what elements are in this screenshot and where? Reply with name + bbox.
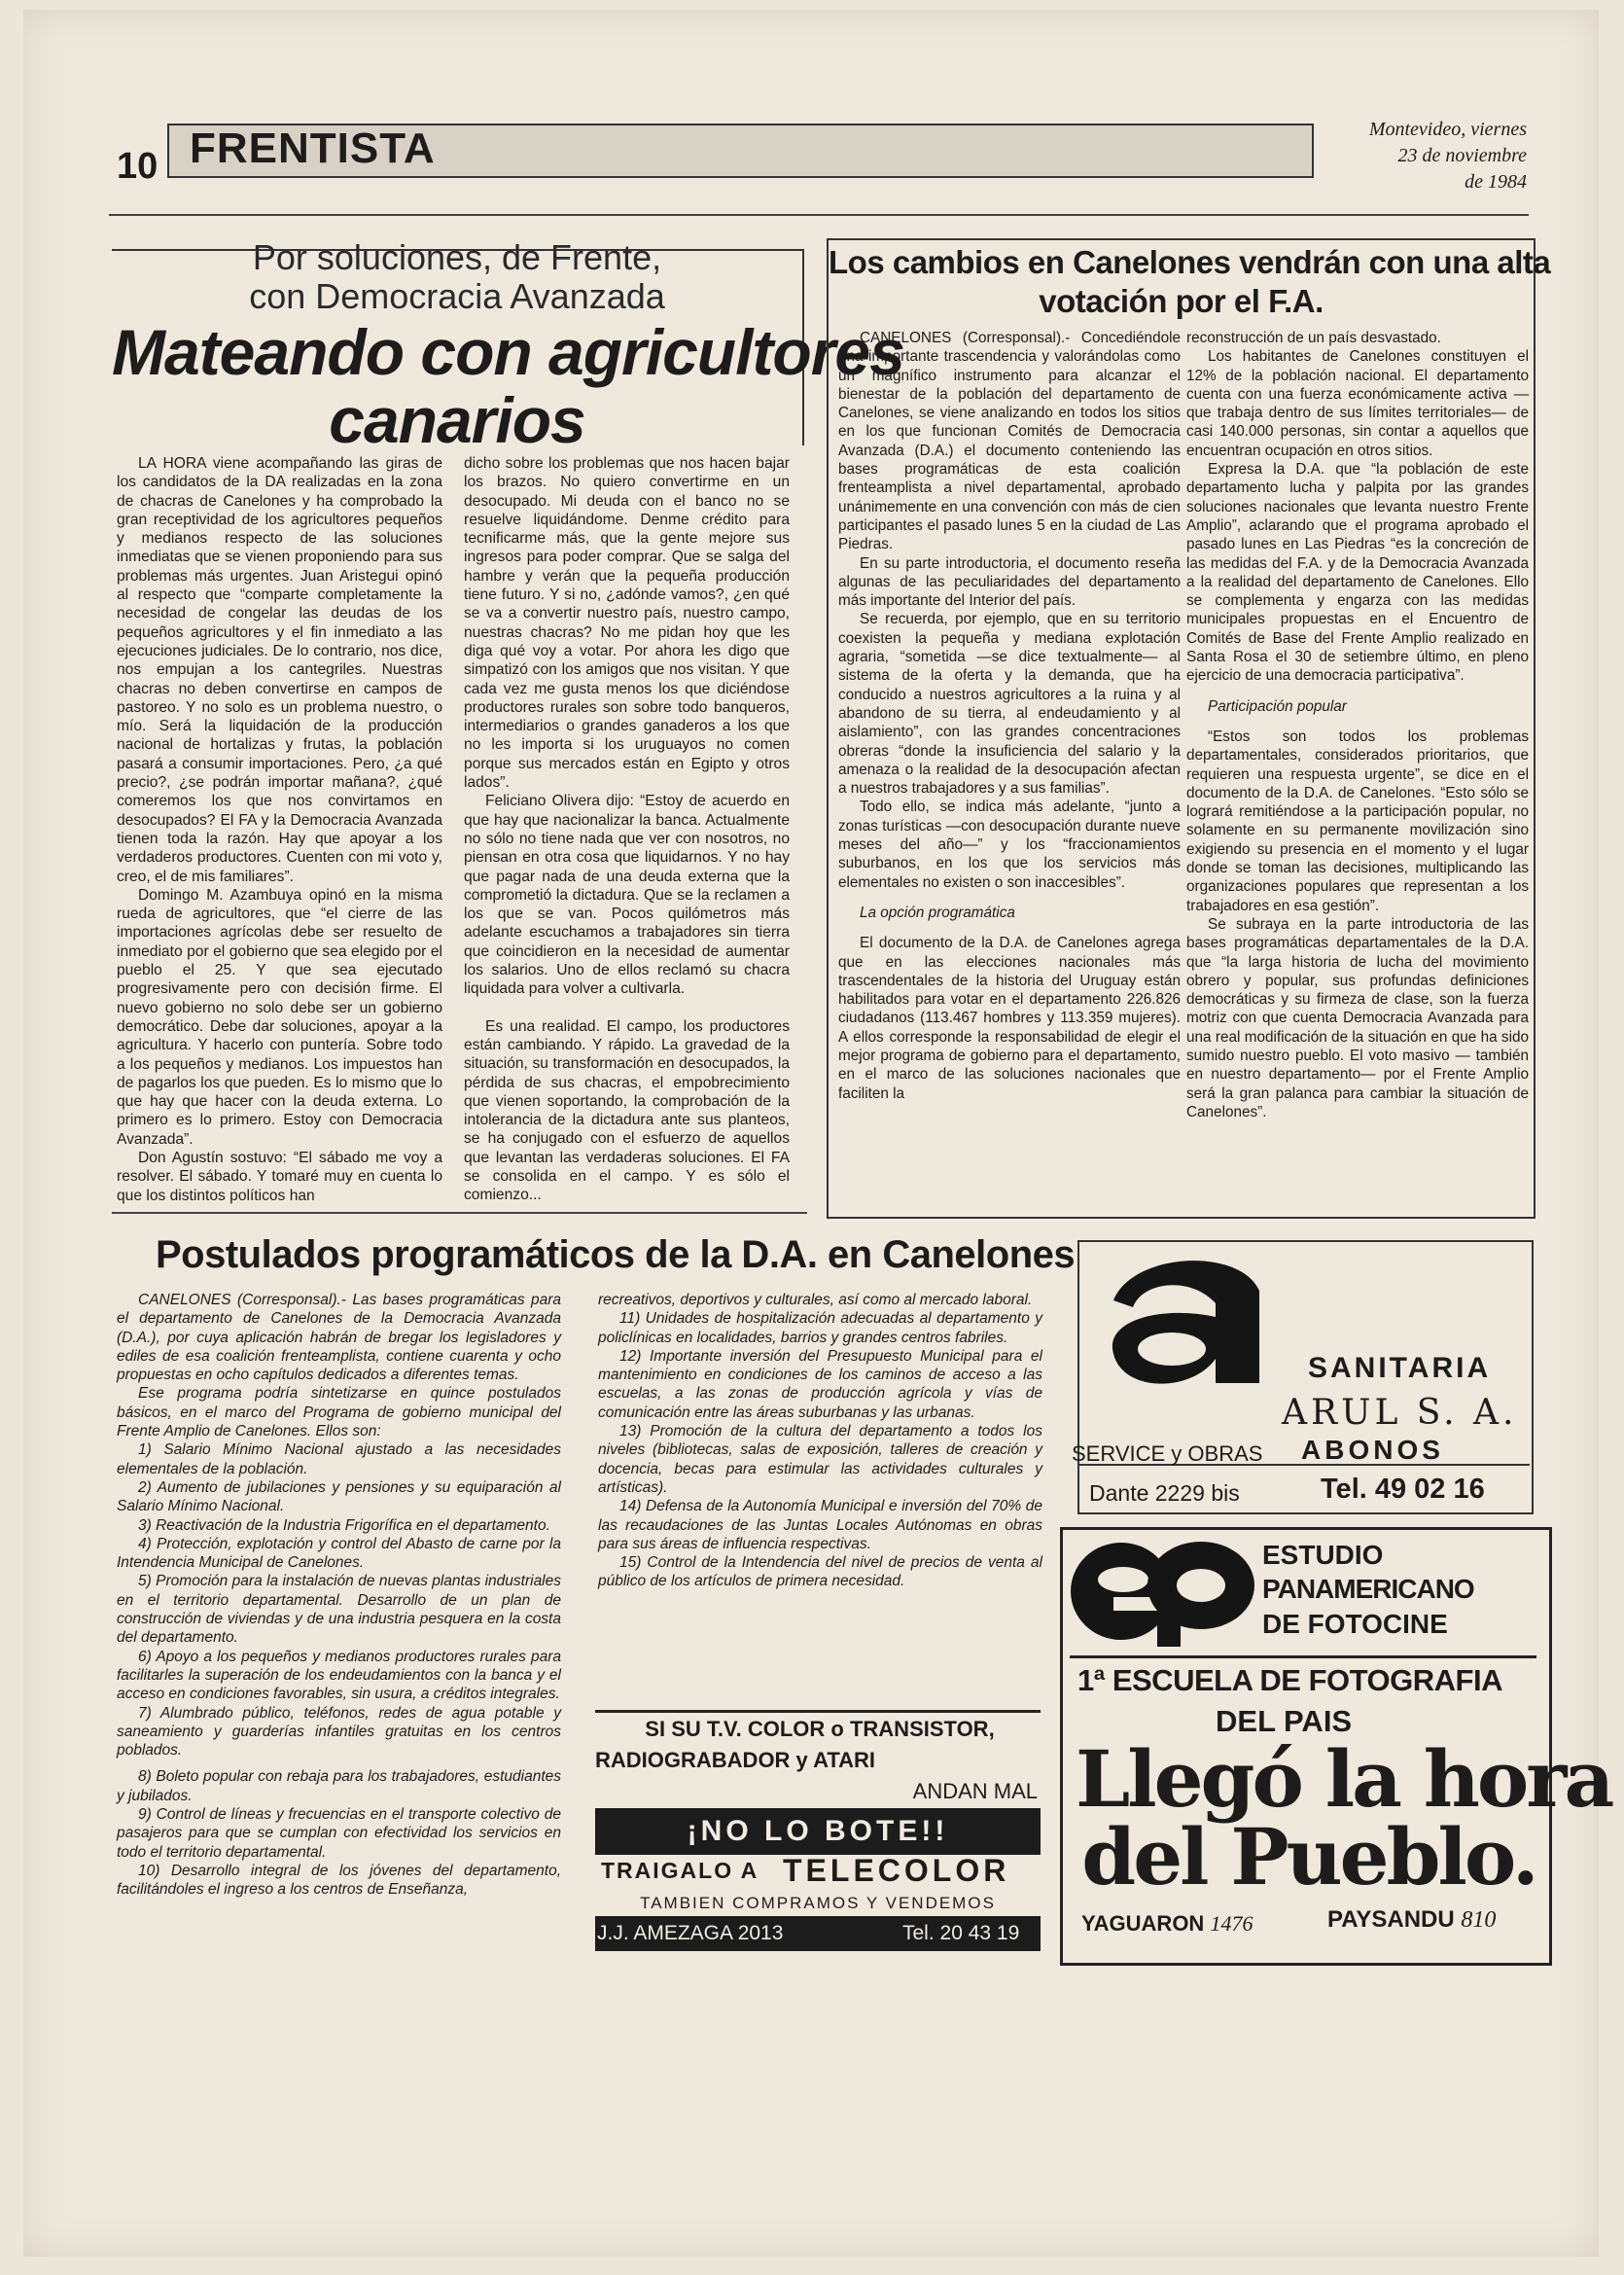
paragraph: LA HORA viene acompañando las giras de los candidatos de la DA realizadas en la zona de chacras de Canelones y ha comprobado la gran receptividad de los agricultores pequeños y medianos respecto de las soluciones inmediatas que se vienen proponiendo para sus problemas más urgentes. Juan Aristegui opinó al respecto que “comparte completamente la necesidad de congelar las deudas de los pequeños agricultores y el fin inmediato a las ejecuciones judiciales. De lo contrario, nos dice, nos empujan a los cantegriles. Nuestras chacras no deben convertirse en campos de pastoreo. Y no solo es un problema nuestro, o mío. Será la liquidación de la producción nacional de hortalizas y frutas, la población pasará a consumir importaciones. Pero, ¿a qué precio?, ¿se podrán importar mañana?, ¿qué comeremos los que nos convirtamos en desocupados? El FA y la Democracia Avanzada tienen toda la razón. Hay que apoyar a los verdaderos productores. Cuenten con mi voto y, creo, el de mis familiares”. [117,455,442,885]
article1-rule [112,1212,807,1214]
list-item: 7) Alumbrado público, teléfonos, redes de agua potable y saneamiento y guarderías infantiles gratuitas en los centros poblados. [117,1704,561,1760]
list-item: 6) Apoyo a los pequeños y medianos productores rurales para facilitarles la superación de los endeudamientos con la banca y el acceso en condiciones favorables, sin usura, a créditos integrales. [117,1648,561,1703]
sanitaria-logo-icon [1094,1247,1289,1393]
telecolor-line: TRAIGALO A [601,1858,759,1883]
paragraph: Los habitantes de Canelones constituyen el 12% de la población nacional. El departamento cuenta con una fuerza económicamente activa —que trabaja dentro de sus límites territoriales— de casi 140.000 personas, sin contar a aquellos que encuentran ocupación en otros sitios. [1186,348,1529,459]
estudio-address [1081,1911,1253,1937]
sanitaria-abonos: ABONOS [1301,1435,1444,1465]
estudio-line: ESTUDIO [1262,1540,1384,1570]
article3-column-2 [598,1291,1042,1591]
article1-column-1 [117,454,442,1205]
estudio-logo-icon [1065,1535,1259,1647]
list-item: 3) Reactivación de la Industria Frigorífica en el departamento. [138,1516,550,1534]
paragraph: Todo ello, se indica más adelante, “junto a zonas turísticas —con desocupación durante nueve meses del año—” y los “fraccionamientos suburbanos, en los que los servicios más elementales no existen o son inaccesibles”. [838,799,1181,891]
telecolor-footer [595,1916,1041,1951]
list-item: 2) Aumento de jubilaciones y pensiones y su equiparación al Salario Mínimo Nacional. [117,1478,561,1515]
estudio-slogan: del Pueblo. [1081,1811,1536,1902]
header-rule [109,214,1529,216]
list-item: 4) Protección, explotación y control del Abasto de carne por la Intendencia Municipal de Canelones. [117,1535,561,1572]
paragraph: “Estos son todos los problemas departamentales, considerados prioritarios, que requieren una respuesta urgente”, se dice en el documento de la D.A. de Canelones. “Esto sólo se logrará remitiéndose a la participación popular, no solamente en su permanente movilización sino exigiendo su presencia en el momento y el lugar donde se toman las decisiones, multiplicando las organizaciones populares que representan a los trabajadores en esa gestión”. [1186,728,1529,914]
estudio-address-street: PAYSANDU [1327,1906,1455,1933]
dateline [1332,117,1527,196]
paragraph: CANELONES (Corresponsal).- Concediéndole una importante trascendencia y valorándolas como un magnífico instrumento para alcanzar el bienestar de la población del departamento de Canelones, se viene analizando en todos los sitios en los que funcionan Comités de Democracia Avanzada (D.A.) el documento conteniendo las bases programáticas de esta coalición frenteamplista a nivel departamental, aprobado unánimemente en una convención con más de cien participantes el pasado lunes 5 en la ciudad de Las Piedras. [838,330,1181,553]
estudio-line: 1ª ESCUELA DE FOTOGRAFIA [1077,1663,1502,1697]
paragraph: dicho sobre los problemas que nos hacen bajar los brazos. No quiero convertirme en un desocupado. Mi deuda con el banco no se resuelve liquidándome. Denme crédito para tecnificarme más, que la gente mejore sus ingresos para poder comprar. Que se salga del hambre y verán que la pequeña producción tiene futuro. Y si no, ¿adónde vamos?, ¿en qué se va a convertir nuestro país, nuestro campo, nuestras chacras? No me pidan hoy que les diga qué voy a votar. Por ahora les digo que simpatizó con los amigos que nos visitan. Y que cada vez me gusta menos los que diciéndose productores rurales son sobre todo banqueros, intermediarios o grandes ganaderos a los que no les importa si los uruguayos no comen porque sus mercados están en Egipto y otros lados”. [464,455,790,792]
article1-column-2 [464,454,790,1205]
article1-headline [112,316,904,456]
paragraph: CANELONES (Corresponsal).- Las bases programáticas para el departamento de Canelones de la Democracia Avanzada (D.A.), por cuya aplicación habrán de bregar los legisladores y ediles de esa coalición frenteamplista, contiene cuarenta y ocho propuestas en ocho capítulos dedicados a diferentes temas. [117,1292,561,1384]
paragraph: recreativos, deportivos y culturales, así como al mercado laboral. [598,1292,1033,1308]
article3-column-1 [117,1291,561,1900]
estudio-line: PANAMERICANO [1262,1574,1474,1604]
list-item: 14) Defensa de la Autonomía Municipal e inversión del 70% de las recaudaciones de las Juntas Locales Autónomas en obras para sus áreas de influencia respectivas. [598,1498,1042,1552]
list-item: 13) Promoción de la cultura del departamento a todos los niveles (bibliotecas, salas de exposición, talleres de creación y docencia, becas para estimular las actividades culturales y artísticas). [598,1423,1042,1496]
telecolor-line: ANDAN MAL [912,1779,1038,1803]
paragraph: Ese programa podría sintetizarse en quince postulados básicos, en el marco del Programa de gobierno municipal del Frente Amplio de Canelones. Ellos son: [117,1385,561,1440]
article2-headline [829,243,1551,321]
telecolor-line: RADIOGRABADOR y ATARI [595,1748,876,1772]
telecolor-phone: Tel. 20 43 19 [902,1922,1020,1944]
article2-column-1 [838,329,1181,1103]
dateline-line: de 1984 [1465,171,1527,193]
paragraph: Don Agustín sostuvo: “El sábado me voy a resolver. El sábado. Y tomaré muy en cuenta lo que los distintos políticos han [117,1149,442,1204]
headline-line: canarios [329,384,585,456]
list-item: 9) Control de líneas y frecuencias en el transporte colectivo de pasajeros para que se cumplan con efectividad los servicios en todo el territorio departamental. [117,1806,561,1861]
headline-line: votación por el F.A. [1039,283,1324,319]
article2-column-2 [1186,329,1529,1121]
list-item: 5) Promoción para la instalación de nuevas plantas industriales en el territorio departamental. Desarrollo de un plan de construcción de viviendas y de una industria pesquera en la costa del departamento. [117,1573,561,1647]
list-item: 8) Boleto popular con rebaja para los trabajadores, estudiantes y jubilados. [117,1768,561,1804]
paragraph: El documento de la D.A. de Canelones agrega que en las elecciones nacionales más trascendentales de la historia del Uruguay están habilitados para votar en el departamento 226.826 ciudadanos (113.467 hombres y 113.359 mujeres). A ellos corresponde la responsabilidad de elegir el mejor programa de gobierno para el departamento, en el marco de las soluciones nacionales que faciliten la [838,935,1181,1102]
estudio-line: DEL PAIS [1216,1704,1353,1738]
article3-headline: Postulados programáticos de la D.A. en Canelones [156,1233,1076,1276]
list-item: 11) Unidades de hospitalización adecuadas al departamento y policlínicas en localidades, barrios y grandes centros fabriles. [598,1310,1042,1346]
paragraph: Se recuerda, por ejemplo, que en su territorio coexisten la pequeña y mediana explotación agraria, “sometida —se dice textualmente— al sistema de la oferta y la demanda, que ha conducido a nuestros agricultores a la ruina y al abandono de su tierra, al endeudamiento y al aislamiento”, con las grandes concentraciones obreras “donde la insuficiencia del salario y la amenaza o la realidad de la desocupación afectan a nuestros trabajadores y a sus familias”. [838,611,1181,798]
estudio-slogan: Llegó la hora [1076,1733,1612,1825]
kicker-line: con Democracia Avanzada [249,276,665,316]
telecolor-ad-rule [595,1710,1041,1713]
paragraph: En su parte introductoria, el documento reseña algunas de las peculiaridades del departamento más importante del Interior del país. [838,554,1181,610]
estudio-address-street: YAGUARON [1081,1911,1205,1936]
headline-line: Mateando con agricultores [112,316,904,388]
list-item: 1) Salario Mínimo Nacional ajustado a las necesidades elementales de la población. [117,1441,561,1477]
kicker-line: Por soluciones, de Frente, [252,237,662,277]
dateline-line: Montevideo, viernes [1368,119,1527,140]
telecolor-brand: TELECOLOR [783,1853,1010,1888]
paragraph: Domingo M. Azambuya opinó en la misma rueda de agricultores, que “el cierre de las importaciones agrícolas debe ser resuelto de inmediato por el gobierno que sea elegido por el pueblo el 25. Y que sea ejecutado progresivamente pero con decisión firme. El nuevo gobierno no solo debe ser un gobierno democrático. Debe dar soluciones, apoyar a la agricultura. Y hacerlo con puntería. Sobre todo a los pequeños y medianos. Los impuestos han de pagarlos los que pueden. Es lo mismo que lo que hay que hacer con la deuda externa. Lo primero es lo primero. Estoy con Democracia Avanzada”. [117,886,442,1148]
sanitaria-phone: Tel. 49 02 16 [1321,1474,1485,1505]
telecolor-line: SI SU T.V. COLOR o TRANSISTOR, [645,1717,995,1741]
page-number: 10 [117,146,159,187]
telecolor-address: J.J. AMEZAGA 2013 [597,1922,784,1944]
telecolor-banner: ¡NO LO BOTE!! [595,1808,1041,1855]
section-title: FRENTISTA [190,124,436,172]
list-item: 10) Desarrollo integral de los jóvenes del departamento, facilitándoles el ingreso a los centros de Enseñanza, [117,1862,561,1899]
sanitaria-company: ARUL S. A. [1282,1393,1518,1433]
paragraph: reconstrucción de un país desvastado. [1186,330,1441,346]
telecolor-line: TAMBIEN COMPRAMOS Y VENDEMOS [640,1894,996,1912]
subheading: La opción programática [860,904,1015,921]
estudio-rule [1070,1655,1536,1658]
sanitaria-title: SANITARIA [1308,1352,1492,1384]
estudio-address-number: 810 [1461,1907,1497,1933]
paragraph: Expresa la D.A. que “la población de este departamento lucha y palpita por las grandes soluciones nacionales que levanta nuestro Frente Amplio”, aclarando que el programa aprobado el pasado lunes en Las Piedras “es la concreción de las medidas del F.A. y de la Democracia Avanzada a la realidad del departamento de Canelones. Ello se complementa y engarza con las medidas municipales propuestas en el Encuentro de Comités de Base del Frente Amplio realizado en Santa Rosa el 30 de setiembre último, en pleno ejercicio de una democracia participativa”. [1186,461,1529,685]
dateline-line: 23 de noviembre [1397,145,1527,166]
headline-line: Los cambios en Canelones vendrán con una alta [829,244,1551,280]
list-item: 15) Control de la Intendencia del nivel de precios de venta al público de los artículos de primera necesidad. [598,1554,1042,1590]
estudio-line: DE FOTOCINE [1262,1609,1448,1639]
estudio-address [1327,1906,1496,1934]
sanitaria-service: SERVICE y OBRAS [1072,1441,1263,1466]
subheading: Participación popular [1208,697,1347,715]
article1-kicker [112,238,802,316]
paragraph: Feliciano Olivera dijo: “Estoy de acuerdo en que hay que nacionalizar la banca. Actualmente no sólo no tiene nada que ver con nosotros, no piensan en otra cosa que liquidarnos. Y no hay que pagar nada de una deuda externa que la comprometió la dictadura. Que se la reclamen a los que se van. Pocos quilómetros más adelante escuchamos a trabajadores sin tierra que coincidieron en la necesidad de aumentar los salarios. Uno de ellos reclamó su chacra liquidada para volver a cultivarla. [464,793,790,998]
sanitaria-address: Dante 2229 bis [1089,1480,1240,1506]
list-item: 12) Importante inversión del Presupuesto Municipal para el mantenimiento en condiciones de los caminos de acceso a las escuelas, a las zonas de producción agrícola y vías de comunicación entre las áreas suburbanas y las urbanas. [598,1347,1042,1421]
estudio-address-number: 1476 [1210,1911,1253,1936]
paragraph: Se subraya en la parte introductoria de las bases programáticas departamentales de la D.A. que “la larga historia de lucha del movimiento obrero y popular, sus profundas definiciones democráticas y su firmeza de clase, son la fuerza motriz con que cuenta Democracia Avanzada para una real modificación de la situación en que ha sido sumido nuestro pueblo. El voto masivo — también en nuestro departamento— por el Frente Amplio será la gran palanca para cambiar la situación de Canelones”. [1186,915,1529,1120]
paragraph: Es una realidad. El campo, los productores están cambiando. Y rápido. La gravedad de la situación, su transformación en desocupados, la pérdida de sus chacras, el empobrecimiento que vienen soportando, la comprobación de la intolerancia de la dictadura ante sus planteos, se ha conjugado con el esfuerzo de aquellos que levantan las verdaderas soluciones. El FA se consolida en el campo. Y es sólo el comienzo... [464,1017,790,1204]
